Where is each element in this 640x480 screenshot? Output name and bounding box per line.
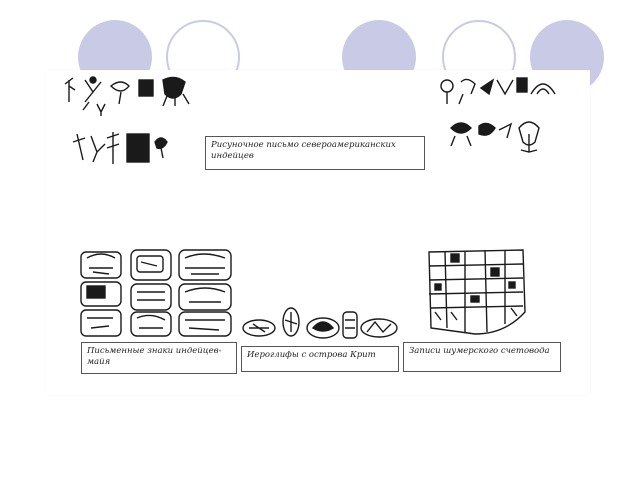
caption-maya xyxy=(81,342,237,374)
crete-seals xyxy=(241,306,401,344)
caption-crete-text: Иероглифы с острова Крит xyxy=(247,350,376,360)
caption-north-american xyxy=(205,136,425,170)
caption-sumer xyxy=(403,342,561,372)
maya-glyphs xyxy=(79,248,239,340)
sumerian-tablet xyxy=(425,248,529,336)
caption-sumer-text: Записи шумерского счетовода xyxy=(409,346,550,356)
north-american-pictographs-left xyxy=(63,72,223,172)
scanned-figure xyxy=(45,70,590,395)
caption-maya-text: Письменные знаки индейцев-майя xyxy=(87,346,222,367)
north-american-pictographs-right xyxy=(435,72,575,162)
caption-crete xyxy=(241,346,399,372)
caption-north-american-text: Рисуночное письмо североамериканских индейцев xyxy=(211,140,396,161)
